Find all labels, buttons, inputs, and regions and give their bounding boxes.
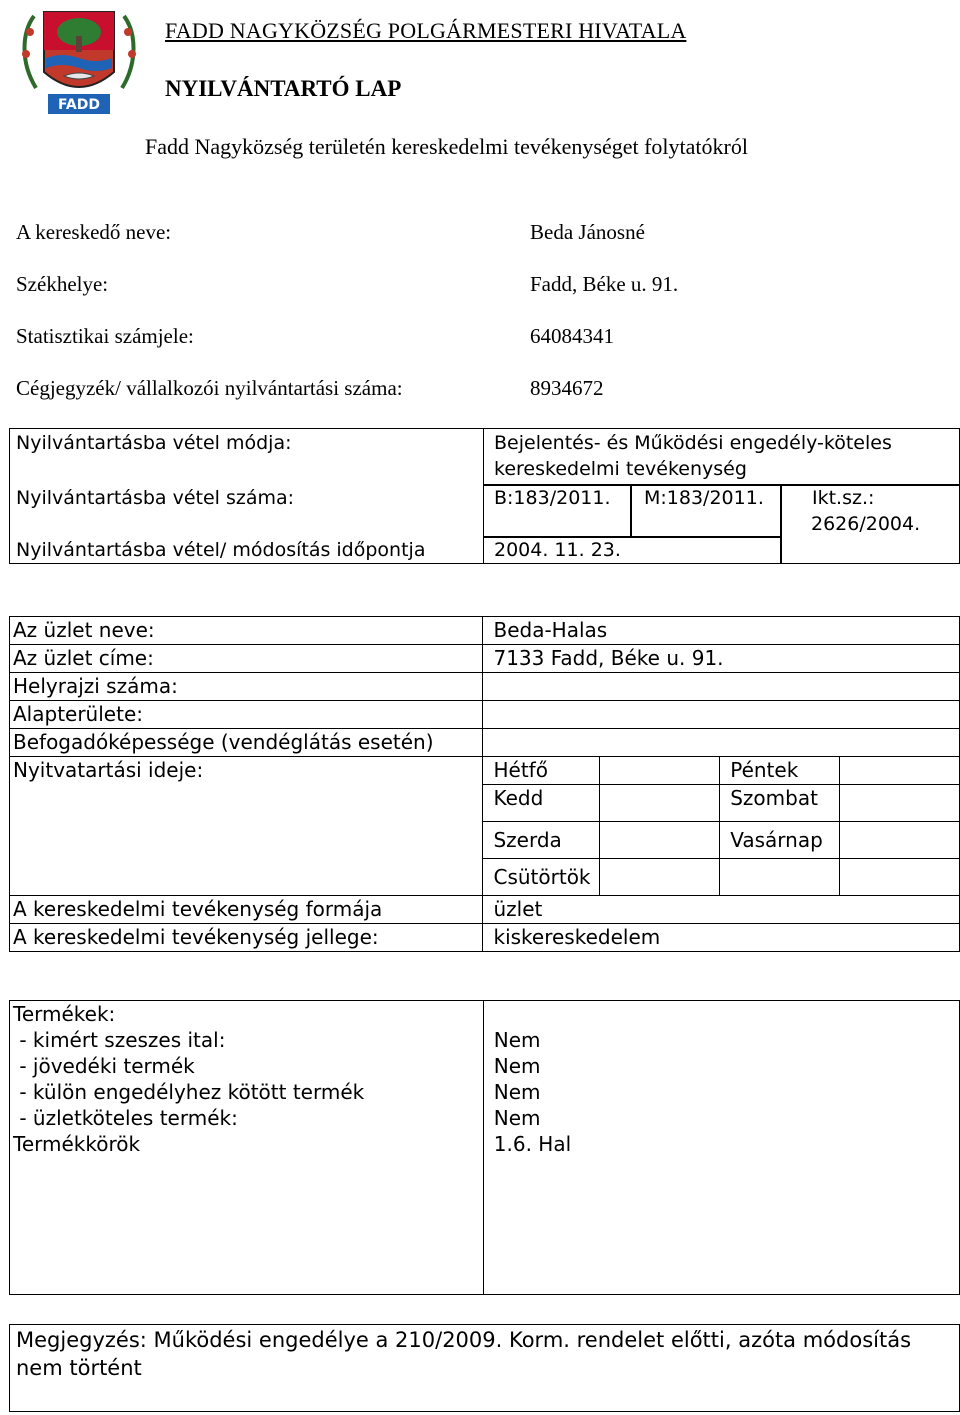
reg-method-value-line1: Bejelentés- és Működési engedély-köteles — [494, 432, 892, 454]
activity-type-value: kiskereskedelem — [483, 924, 960, 952]
stat-number-label: Statisztikai számjele: — [16, 324, 194, 348]
activity-form-value: üzlet — [483, 896, 960, 924]
hours-thursday — [600, 859, 720, 896]
trader-name-label: A kereskedő neve: — [16, 220, 172, 244]
day-saturday: Szombat — [720, 785, 840, 822]
ikt-value: 2626/2004. — [811, 513, 921, 535]
permit-product-label: - külön engedélyhez kötött termék — [13, 1080, 365, 1104]
day-friday: Péntek — [720, 757, 840, 785]
ikt-label: Ikt.sz.: — [812, 487, 875, 509]
hours-saturday — [840, 785, 960, 822]
shop-address-label: Az üzlet címe: — [10, 645, 483, 673]
reg-date-value: 2004. 11. 23. — [494, 539, 621, 561]
activity-type-label: A kereskedelmi tevékenység jellege: — [10, 924, 483, 952]
products-labels-cell — [10, 1001, 484, 1295]
reg-number-label: Nyilvántartásba vétel száma: — [16, 487, 295, 509]
stat-number-value: 64084341 — [530, 324, 614, 348]
shop-bound-label: - üzletköteles termék: — [13, 1106, 238, 1130]
hours-monday — [600, 757, 720, 785]
reg-method-value-line2: kereskedelmi tevékenység — [494, 458, 747, 480]
form-description: Fadd Nagyközség területén kereskedelmi tevékenységet folytatókról — [145, 134, 748, 159]
reg-row-divider-2 — [483, 536, 781, 538]
reg-number-divider-2 — [780, 484, 782, 564]
product-groups-label: Termékkörök — [13, 1132, 141, 1156]
reg-number-m: M:183/2011. — [644, 487, 764, 509]
excise-label: - jövedéki termék — [13, 1054, 195, 1078]
lot-number-value — [483, 673, 960, 701]
lot-number-label: Helyrajzi száma: — [10, 673, 483, 701]
shop-table — [9, 616, 960, 952]
capacity-value — [483, 729, 960, 757]
reg-number-divider-1 — [630, 484, 632, 536]
municipal-crest-logo — [14, 2, 144, 122]
shop-name-label: Az üzlet neve: — [10, 617, 483, 645]
alcohol-value: Nem — [493, 1028, 541, 1052]
day-sunday: Vasárnap — [720, 822, 840, 859]
reg-method-label: Nyilvántartásba vétel módja: — [16, 432, 292, 454]
office-title: FADD NAGYKÖZSÉG POLGÁRMESTERI HIVATALA — [165, 18, 687, 43]
reg-row-divider-1 — [483, 484, 960, 486]
products-table — [9, 1000, 960, 1295]
hours-tuesday — [600, 785, 720, 822]
empty-day-cell — [720, 859, 840, 896]
opening-hours-label: Nyitvatartási ideje: — [10, 757, 483, 896]
floor-area-label: Alapterülete: — [10, 701, 483, 729]
products-heading: Termékek: — [13, 1002, 116, 1026]
products-values-cell — [483, 1001, 959, 1295]
svg-text:FADD: FADD — [57, 97, 101, 113]
hours-wednesday — [600, 822, 720, 859]
trader-seat-value: Fadd, Béke u. 91. — [530, 272, 679, 296]
shop-bound-value: Nem — [493, 1106, 541, 1130]
trader-seat-label: Székhelye: — [16, 272, 109, 296]
empty-hours-cell — [840, 859, 960, 896]
alcohol-label: - kimért szeszes ital: — [13, 1028, 226, 1052]
shop-address-value: 7133 Fadd, Béke u. 91. — [483, 645, 960, 673]
note-text: Megjegyzés: Működési engedélye a 210/2009. Korm. rendelet előtti, azóta módosítás nem történt — [16, 1328, 912, 1380]
day-wednesday: Szerda — [483, 822, 600, 859]
hours-friday — [840, 757, 960, 785]
form-title: NYILVÁNTARTÓ LAP — [165, 76, 402, 101]
permit-product-value: Nem — [493, 1080, 541, 1104]
day-tuesday: Kedd — [483, 785, 600, 822]
registry-number-value: 8934672 — [530, 376, 604, 400]
day-monday: Hétfő — [483, 757, 600, 785]
floor-area-value — [483, 701, 960, 729]
reg-date-label: Nyilvántartásba vétel/ módosítás időpontja — [16, 539, 426, 561]
reg-number-b: B:183/2011. — [494, 487, 611, 509]
day-thursday: Csütörtök — [483, 859, 600, 896]
trader-name-value: Beda Jánosné — [530, 220, 645, 244]
activity-form-label: A kereskedelmi tevékenység formája — [10, 896, 483, 924]
product-groups-value: 1.6. Hal — [493, 1132, 572, 1156]
registry-number-label: Cégjegyzék/ vállalkozói nyilvántartási száma: — [16, 376, 403, 400]
capacity-label: Befogadóképessége (vendéglátás esetén) — [10, 729, 483, 757]
hours-sunday — [840, 822, 960, 859]
excise-value: Nem — [493, 1054, 541, 1078]
shop-name-value: Beda-Halas — [483, 617, 960, 645]
